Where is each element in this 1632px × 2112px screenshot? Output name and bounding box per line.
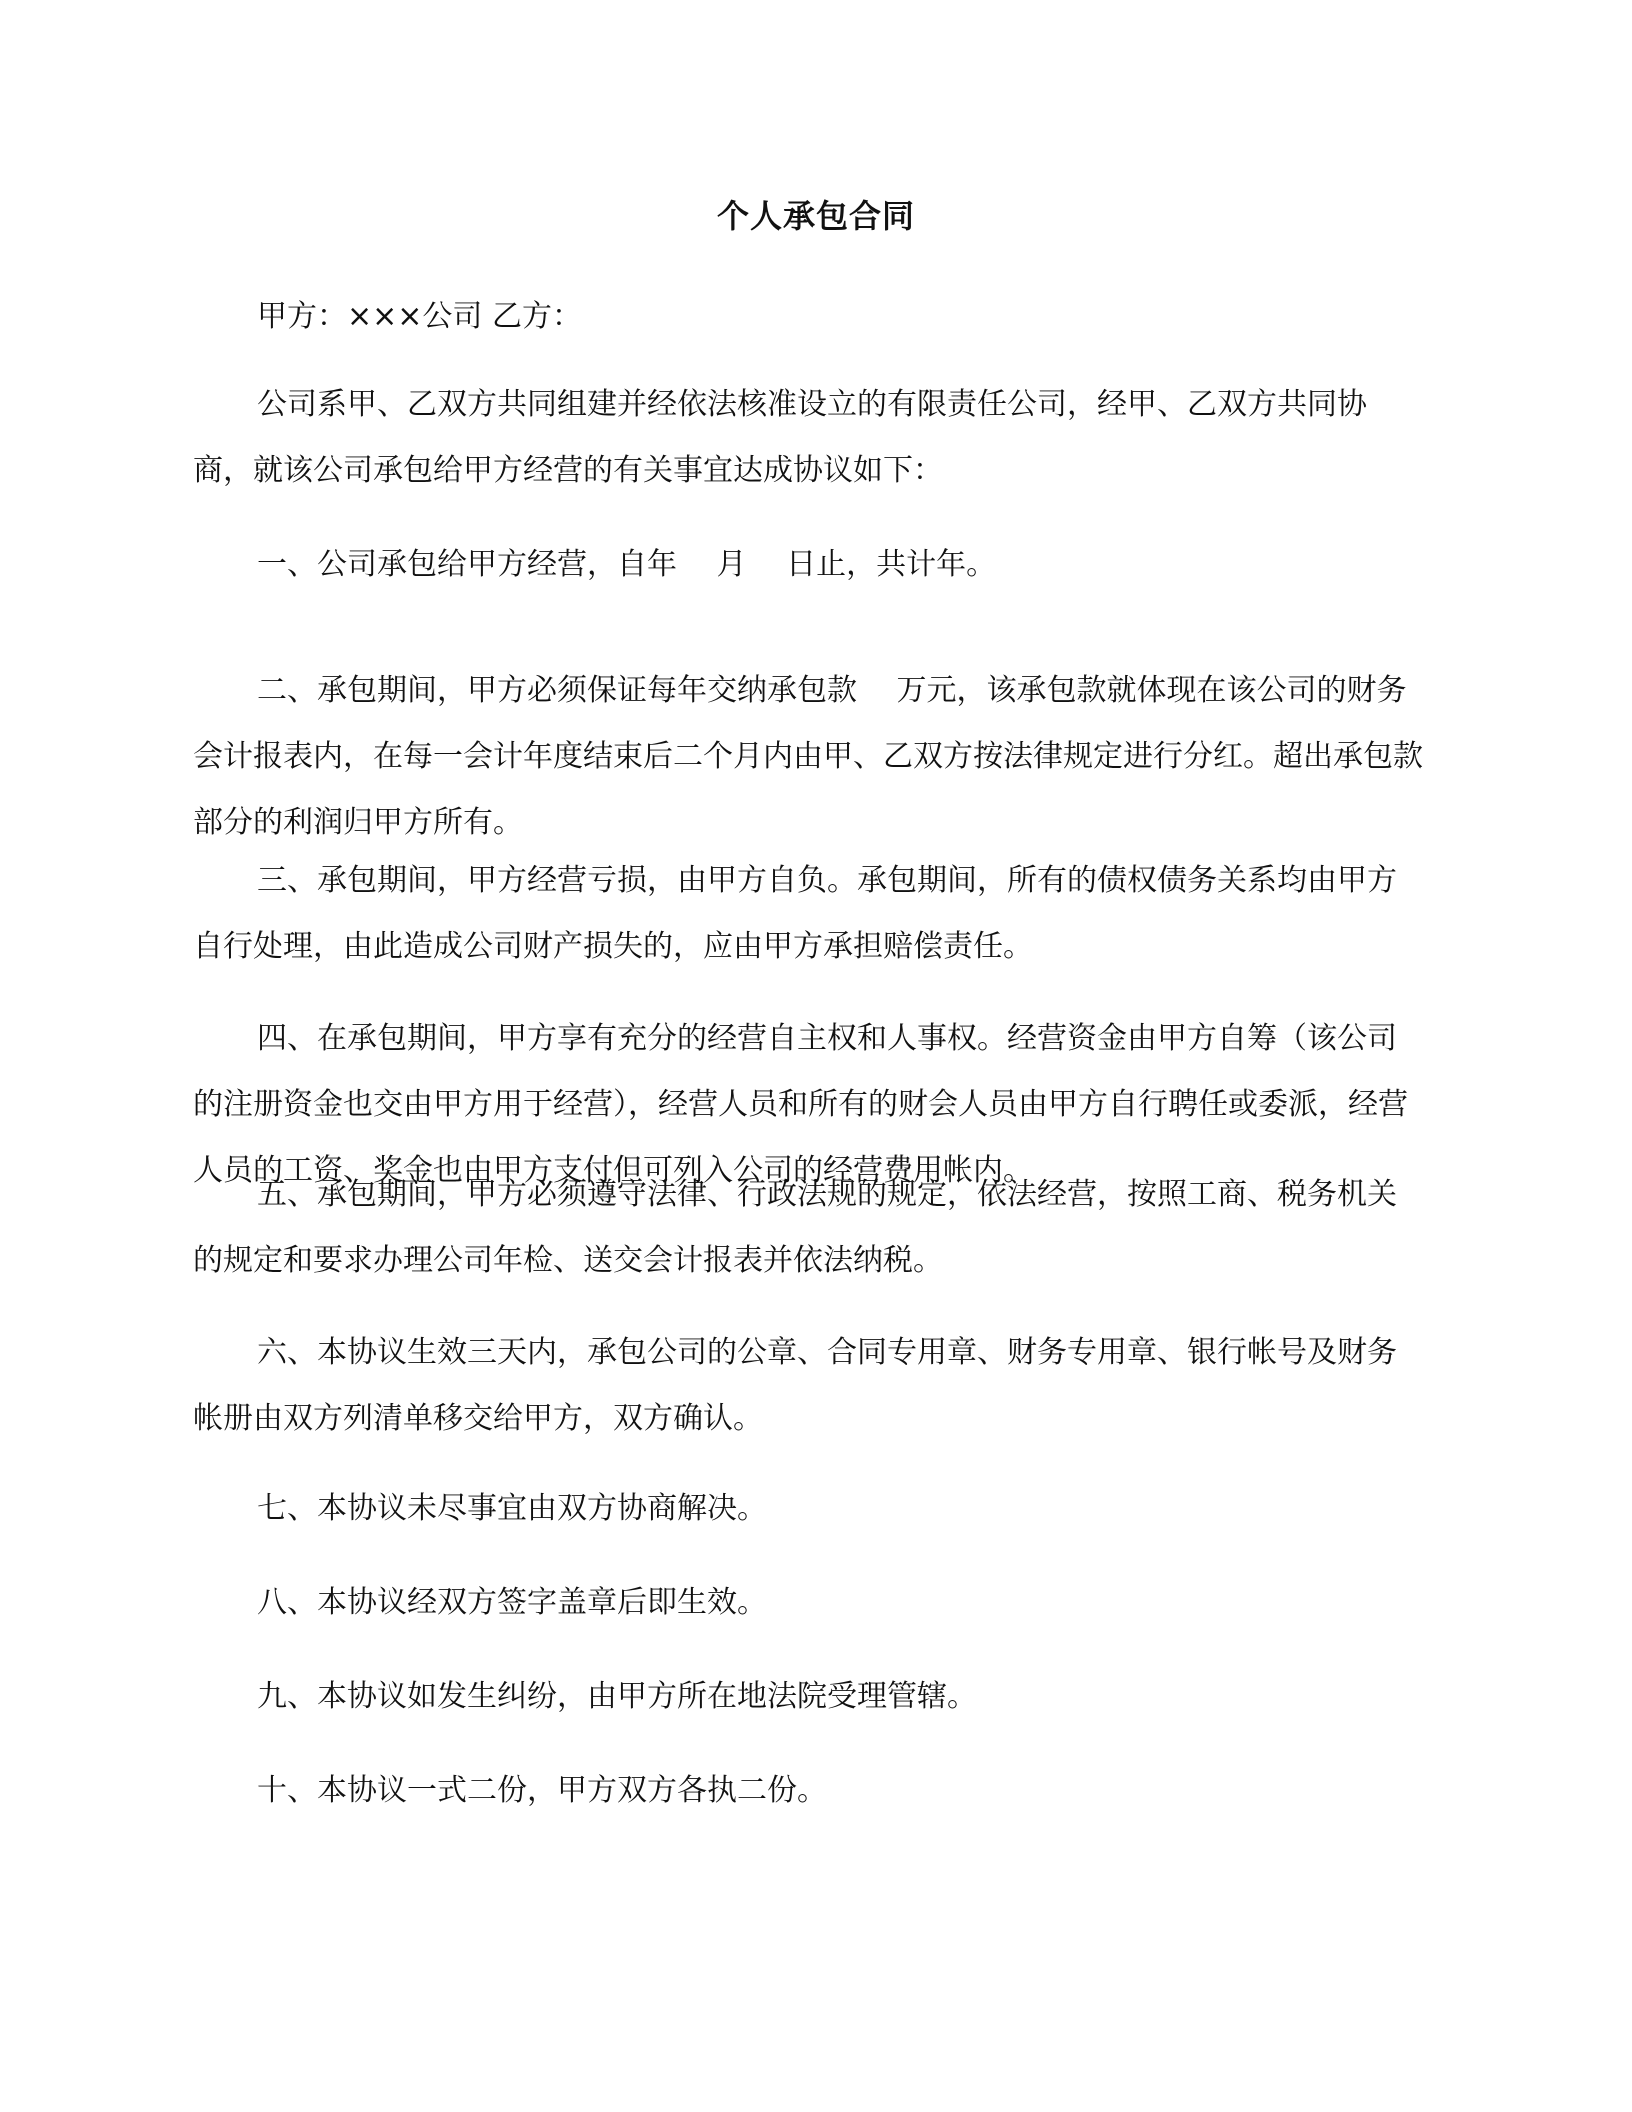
intro-paragraph: 公司系甲、乙双方共同组建并经依法核准设立的有限责任公司，经甲、乙双方共同协商，就该公司承包给甲方经营的有关事宜达成协议如下：: [193, 387, 1367, 488]
clause-4: 四、在承包期间，甲方享有充分的经营自主权和人事权。经营资金由甲方自筹（该公司的注册资金也交由甲方用于经营），经营人员和所有的财会人员由甲方自行聘任或委派，经营人员的工资、奖金也由甲方支付但可列入公司的经营费用帐内。: [193, 1021, 1408, 1188]
clause-1: 一、公司承包给甲方经营，自年 月 日止，共计年。: [257, 547, 997, 582]
clause-2: 二、承包期间，甲方必须保证每年交纳承包款 万元，该承包款就体现在该公司的财务会计报表内，在每一会计年度结束后二个月内由甲、乙双方按法律规定进行分红。超出承包款部分的利润归甲方所有。: [193, 673, 1423, 840]
clause-6: 六、本协议生效三天内，承包公司的公章、合同专用章、财务专用章、银行帐号及财务帐册由双方列清单移交给甲方，双方确认。: [193, 1335, 1397, 1436]
document-title: 个人承包合同: [716, 197, 915, 235]
clause-8: 八、本协议经双方签字盖章后即生效。: [257, 1585, 767, 1620]
clause-9: 九、本协议如发生纠纷，由甲方所在地法院受理管辖。: [257, 1679, 977, 1714]
clause-3: 三、承包期间，甲方经营亏损，由甲方自负。承包期间，所有的债权债务关系均由甲方自行处理，由此造成公司财产损失的，应由甲方承担赔偿责任。: [193, 863, 1397, 964]
clause-5: 五、承包期间，甲方必须遵守法律、行政法规的规定，依法经营，按照工商、税务机关的规定和要求办理公司年检、送交会计报表并依法纳税。: [193, 1177, 1397, 1278]
clause-7: 七、本协议未尽事宜由双方协商解决。: [257, 1491, 767, 1526]
clause-10: 十、本协议一式二份，甲方双方各执二份。: [257, 1773, 827, 1808]
parties-line: 甲方：×××公司 乙方：: [257, 299, 582, 334]
